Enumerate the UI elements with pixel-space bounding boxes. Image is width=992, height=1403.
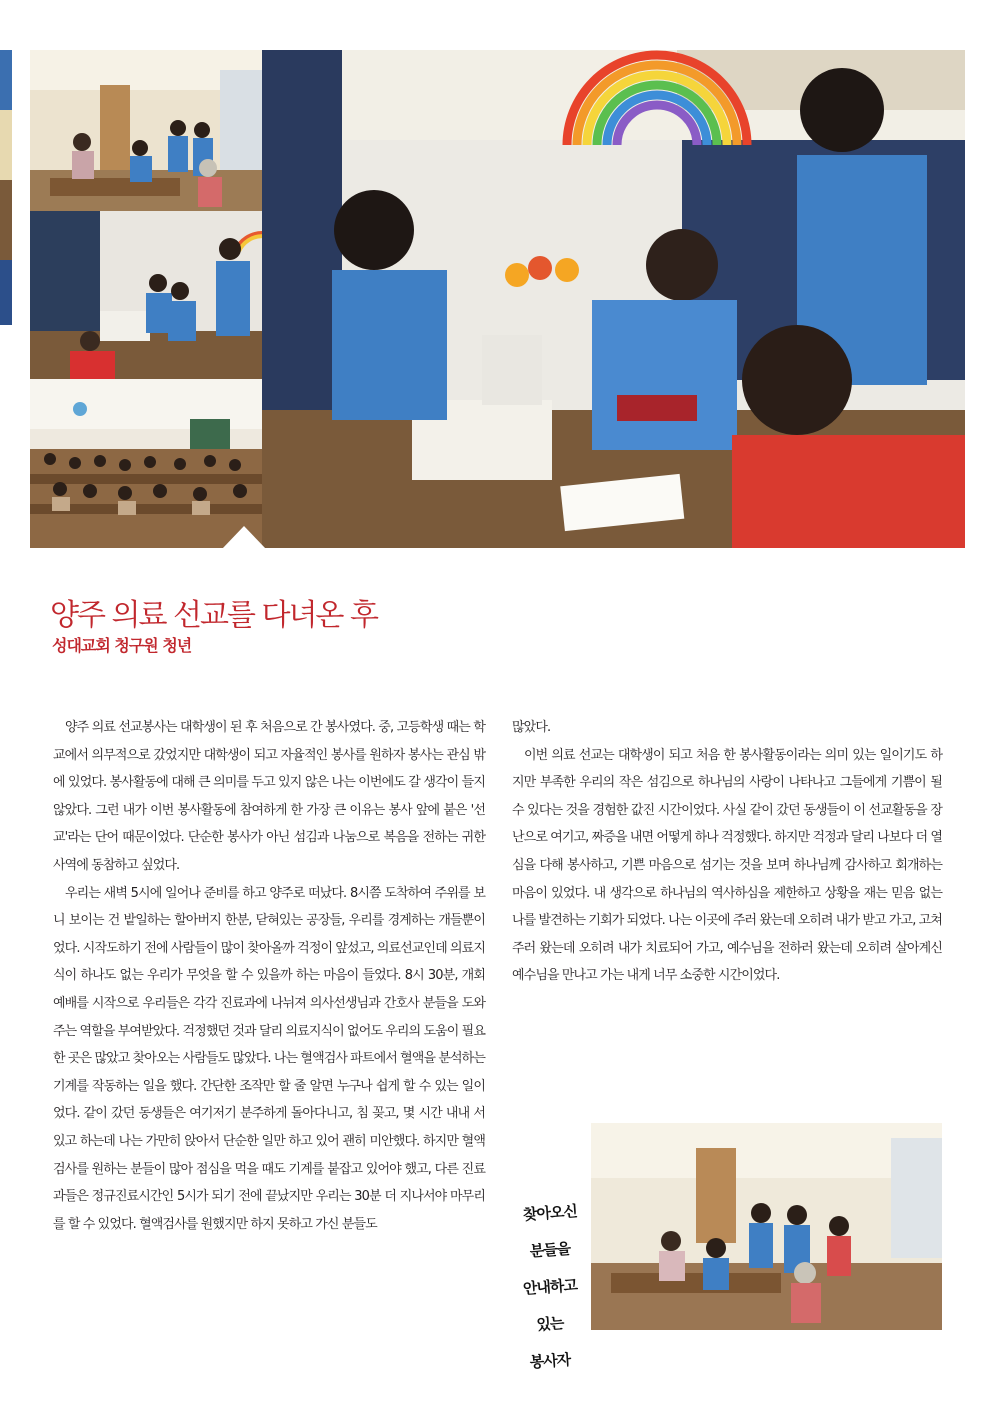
- body-paragraph: 양주 의료 선교봉사는 대학생이 된 후 처음으로 간 봉사였다. 중, 고등학생 때는 학교에서 의무적으로 갔었지만 대학생이 되고 자율적인 봉사를 원하자 봉사는 관심 밖에 있었다. 봉사활동에 대해 큰 의미를 두고 있지 않은 나는 이번에도 갈 생각이 들지 않았다. 그런 내가 이번 봉사활동에 참여하게 한 가장 큰 이유는 봉사 앞에 붙은 '선교'라는 단어 때문이었다. 단순한 봉사가 아닌 섬김과 나눔으로 복음을 전하는 귀한 사역에 동참하고 싶었다.: [53, 720, 485, 873]
- caption-line: 있는: [535, 1314, 565, 1334]
- body-column-left: [53, 714, 485, 1238]
- photo-clinic-waiting-area: [30, 50, 262, 211]
- body-column-right: [512, 714, 942, 990]
- photo-notch-accent: [222, 526, 266, 549]
- article-subtitle: 성대교회 청구원 청년: [52, 636, 192, 655]
- caption-line: 봉사자: [529, 1350, 571, 1372]
- caption-line: 안내하고: [522, 1276, 578, 1298]
- caption-line: 찾아오신: [522, 1202, 578, 1224]
- photo-blood-test-desk-small: [30, 211, 262, 379]
- photo-worship-service: [30, 379, 262, 548]
- photo-volunteers-guiding-visitors: [591, 1123, 942, 1330]
- body-paragraph: 우리는 새벽 5시에 일어나 준비를 하고 양주로 떠났다. 8시쯤 도착하여 주위를 보니 보이는 건 밭일하는 할아버지 한분, 닫혀있는 공장들, 우리를 경계하는 개들뿐이었다. 시작도하기 전에 사람들이 많이 찾아올까 걱정이 앞섰고, 의료선교인데 의료지식이 하나도 없는 우리가 무엇을 할 수 있을까 하는 마음이 들었다. 8시 30분, 개회 예배를 시작으로 우리들은 각각 진료과에 나뉘져 의사선생님과 간호사 분들을 도와주는 역할을 부여받았다. 걱정했던 것과 달리 의료지식이 없어도 우리의 도움이 필요한 곳은 많았고 찾아오는 사람들도 많았다. 나는 혈액검사 파트에서 혈액을 분석하는 기계를 작동하는 일을 했다. 간단한 조작만 할 줄 알면 누구나 쉽게 할 수 있는 일이었다. 같이 갔던 동생들은 여기저기 분주하게 돌아다니고, 침 꽂고, 몇 시간 내내 서있고 하는데 나는 가만히 앉아서 단순한 일만 하고 있어 괜히 미안했다. 하지만 혈액검사를 원하는 분들이 많아 점심을 먹을 때도 기계를 붙잡고 있어야 했고, 다른 진료과들은 정규진료시간인 5시가 되기 전에 끝났지만 우리는 30분 더 지나서야 마무리를 할 수 있었다. 혈액검사를 원했지만 하지 못하고 가신 분들도: [53, 885, 485, 1232]
- edge-photo-strip: [0, 50, 12, 325]
- caption-line: 분들을: [529, 1239, 571, 1261]
- handwritten-caption: [520, 1195, 580, 1380]
- article-title: 양주 의료 선교를 다녀온 후: [50, 598, 377, 633]
- body-paragraph: 이번 의료 선교는 대학생이 되고 처음 한 봉사활동이라는 의미 있는 일이기도 하지만 부족한 우리의 작은 섬김으로 하나님의 사랑이 나타나고 그들에게 기쁨이 될 수 있다는 것을 경험한 값진 시간이었다. 사실 같이 갔던 동생들이 이 선교활동을 장난으로 여기고, 짜증을 내면 어떻게 하나 걱정했다. 하지만 걱정과 달리 나보다 더 열심을 다해 봉사하고, 기쁜 마음으로 섬기는 것을 보며 하나님께 감사하고 회개하는 마음이 있었다. 내 생각으로 하나님의 역사하심을 제한하고 상황을 재는 믿음 없는 나를 발견하는 기회가 되었다. 나는 이곳에 주러 왔는데 오히려 내가 받고 가고, 고쳐주러 왔는데 오히려 내가 치료되어 가고, 예수님을 전하러 왔는데 오히려 살아계신 예수님을 만나고 가는 내게 너무 소중한 시간이었다.: [512, 747, 942, 984]
- body-paragraph: 많았다.: [512, 720, 551, 735]
- photo-blood-test-volunteers: [262, 50, 965, 548]
